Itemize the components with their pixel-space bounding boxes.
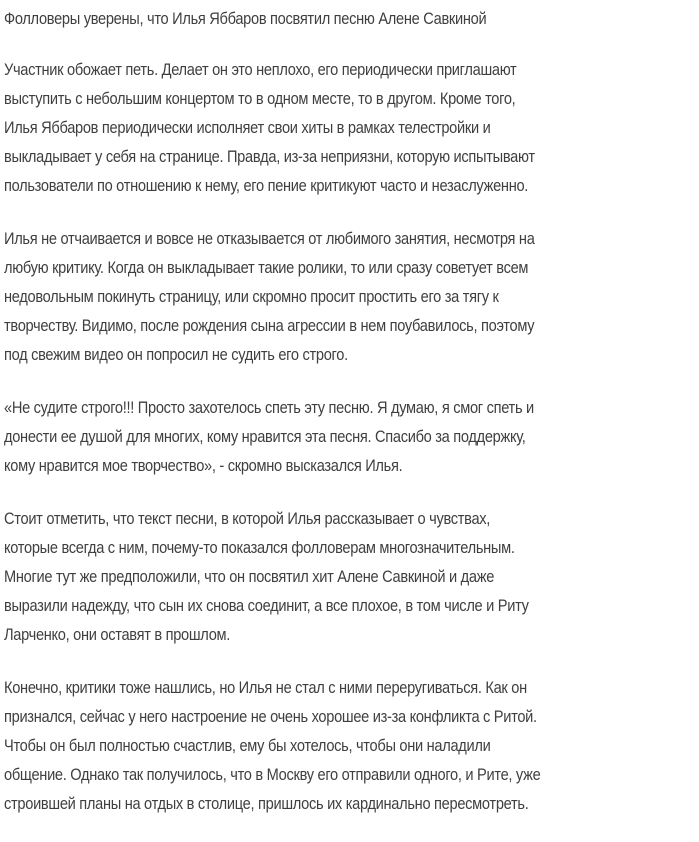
text-line: Многие тут же предположили, что он посвятил хит Алене Савкиной и даже	[4, 567, 495, 586]
text-line: под свежим видео он попросил не судить его строго.	[4, 345, 348, 364]
text-line: Чтобы он был полностью счастлив, ему бы хотелось, чтобы они наладили	[4, 736, 491, 755]
article-title: Фолловеры уверены, что Илья Яббаров посвятил песню Алене Савкиной	[4, 9, 487, 28]
paragraph-4	[4, 504, 699, 649]
text-line: которые всегда с ним, почему-то показался фолловерам многозначительным.	[4, 538, 515, 557]
paragraph-2	[4, 224, 699, 369]
text-line: признался, сейчас у него настроение не очень хорошее из-за конфликта с Ритой.	[4, 707, 537, 726]
text-line: «Не судите строго!!! Просто захотелось спеть эту песню. Я думаю, я смог спеть и	[4, 398, 534, 417]
text-line: творчеству. Видимо, после рождения сына агрессии в нем поубавилось, поэтому	[4, 316, 535, 335]
paragraph-5	[4, 673, 699, 818]
text-line: Ларченко, они оставят в прошлом.	[4, 625, 231, 644]
paragraph-1	[4, 55, 699, 200]
text-line: Стоит отметить, что текст песни, в которой Илья рассказывает о чувствах,	[4, 509, 491, 528]
text-line: выступить с небольшим концертом то в одном месте, то в другом. Кроме того,	[4, 89, 516, 108]
text-line: Участник обожает петь. Делает он это неплохо, его периодически приглашают	[4, 60, 517, 79]
text-line: строившей планы на отдых в столице, пришлось их кардинально пересмотреть.	[4, 794, 529, 813]
text-line: пользователи по отношению к нему, его пение критикуют часто и незаслуженно.	[4, 176, 529, 195]
text-line: недовольным покинуть страницу, или скромно просит простить его за тягу к	[4, 287, 499, 306]
text-line: выкладывает у себя на странице. Правда, из-за неприязни, которую испытывают	[4, 147, 535, 166]
text-line: любую критику. Когда он выкладывает такие ролики, то или сразу советует всем	[4, 258, 529, 277]
text-line: Илья Яббаров периодически исполняет свои хиты в рамках телестройки и	[4, 118, 491, 137]
text-line: Конечно, критики тоже нашлись, но Илья не стал с ними переругиваться. Как он	[4, 678, 527, 697]
text-line: Илья не отчаивается и вовсе не отказывается от любимого занятия, несмотря на	[4, 229, 535, 248]
text-line: кому нравится мое творчество», - скромно высказался Илья.	[4, 456, 403, 475]
text-line: выразили надежду, что сын их снова соединит, а все плохое, в том числе и Риту	[4, 596, 529, 615]
text-line: донести ее душой для многих, кому нравится эта песня. Спасибо за поддержку,	[4, 427, 526, 446]
text-line: общение. Однако так получилось, что в Москву его отправили одного, и Рите, уже	[4, 765, 541, 784]
article	[4, 0, 699, 842]
paragraph-quote	[4, 393, 699, 480]
